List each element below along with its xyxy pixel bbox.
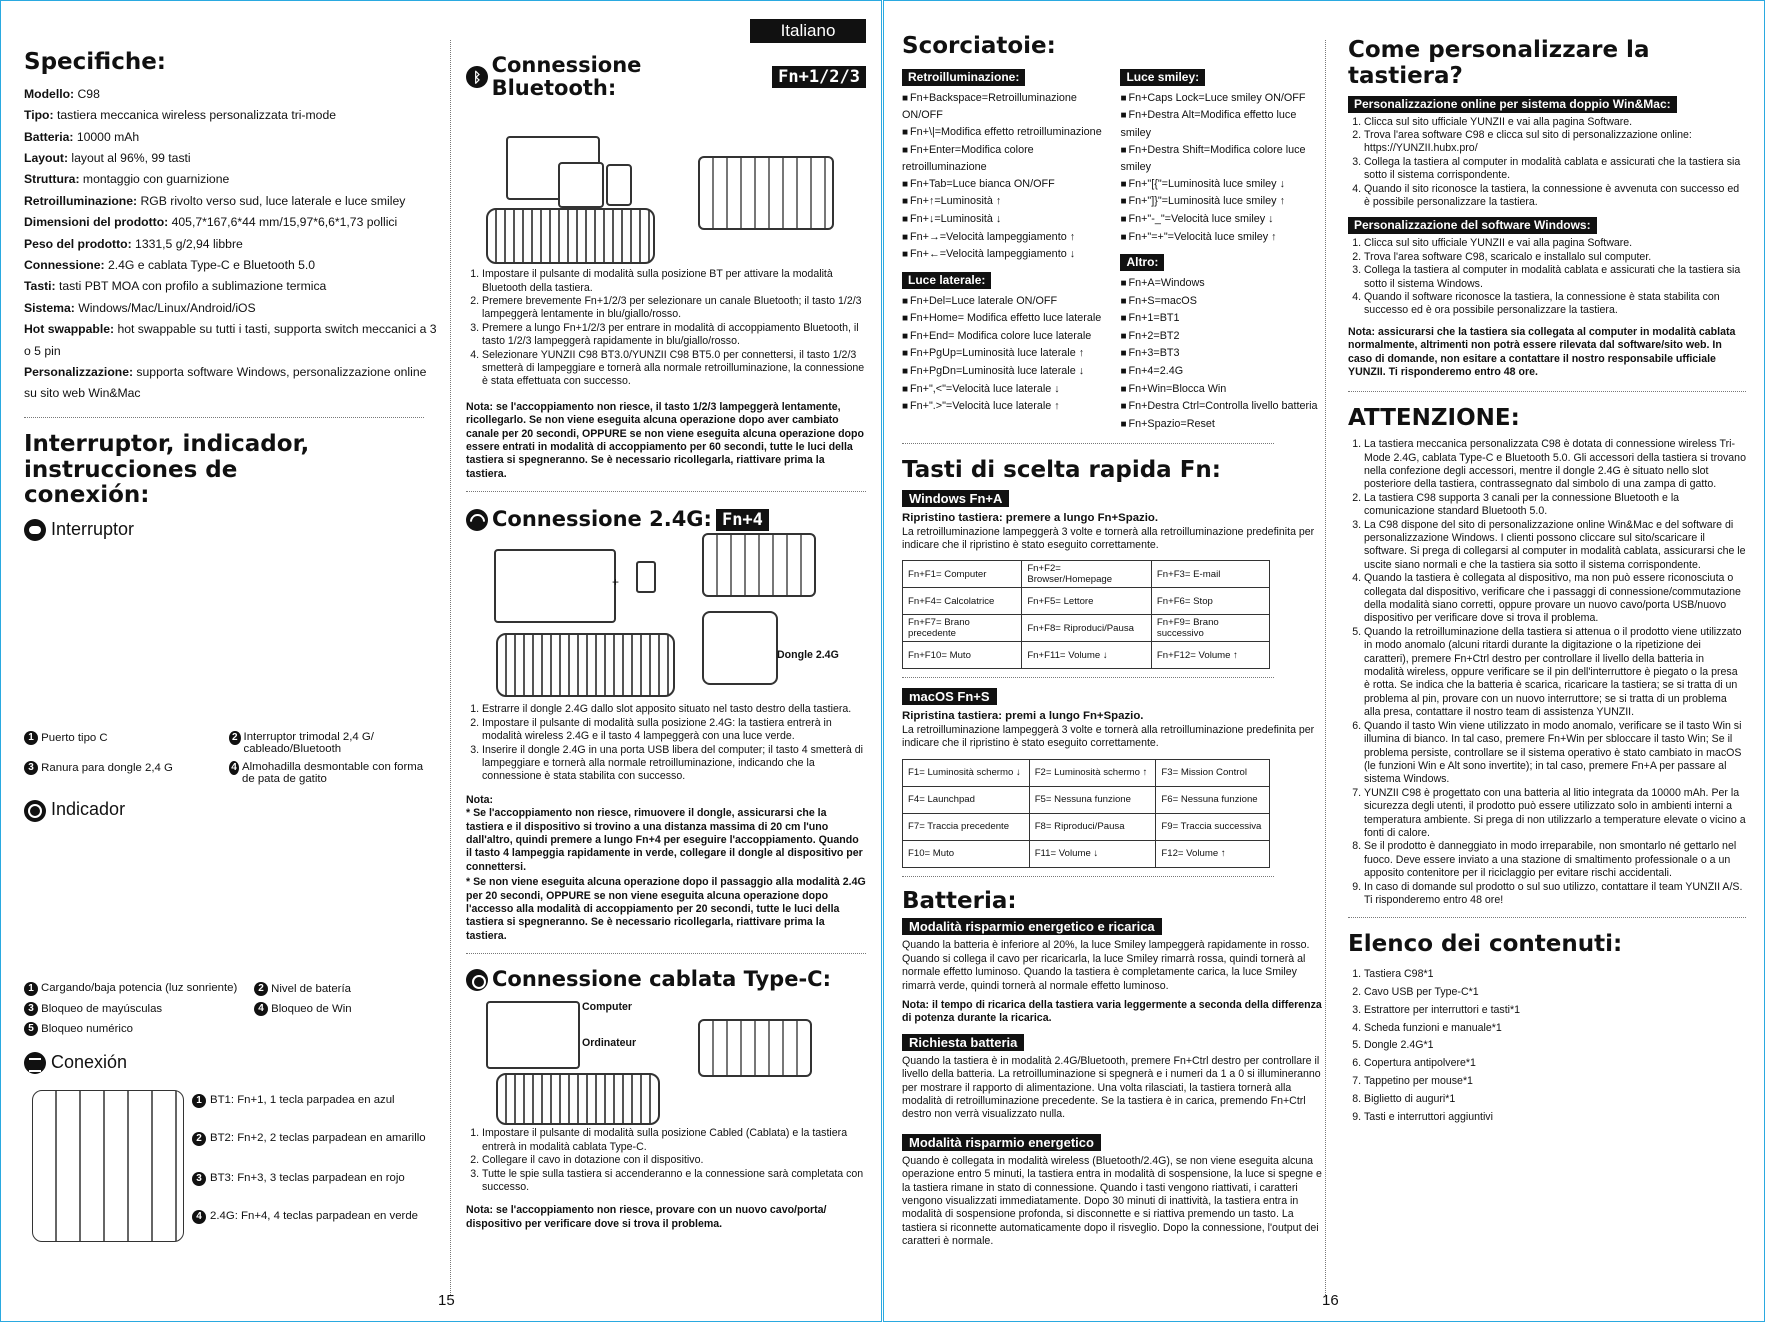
shortcut-item: ■ Fn+"]}"=Luminosità luce smiley ↑ xyxy=(1120,193,1322,211)
divider xyxy=(902,876,1274,877)
contents-item: 7. Tappetino per mouse*1 xyxy=(1364,1073,1746,1091)
attention-list xyxy=(1348,438,1746,907)
spec-row xyxy=(24,127,440,148)
attention-item: 7. YUNZII C98 è progettato con una batteria al litio integrata da 10000 mAh. Per la sicurezza degli utenti, il prodotto può essere utilizzato solo in ambienti interni a temperatura ambiente. Si prega di non utilizzarlo a temperature elevate o vicino a fonti di calore. xyxy=(1364,787,1746,841)
fn-cell: F10= Muto xyxy=(903,840,1030,867)
switch-section-title: Interruptor, indicador, instrucciones de conexión: xyxy=(24,430,310,509)
dongle-label: Dongle 2.4G xyxy=(777,649,839,662)
attention-item: 8. Se il prodotto è danneggiato in modo irreparabile, non smontarlo né gettarlo nel fuoco. Deve essere inviato a una stazione di smaltimento professionale o a un apposito contenitore per il riciclaggio per evitare rischi accidentali. xyxy=(1364,840,1746,880)
fn-row xyxy=(903,840,1270,867)
switch-item xyxy=(229,731,434,755)
page-number: 16 xyxy=(1322,1292,1339,1309)
divider xyxy=(466,953,866,954)
fn-cell: F3= Mission Control xyxy=(1156,759,1270,786)
column-divider xyxy=(450,40,451,1295)
g24-note-title: Nota: xyxy=(466,793,494,806)
specs-title: Specifiche: xyxy=(24,49,166,75)
shortcut-item: ■ Fn+↑=Luminosità ↑ xyxy=(902,193,1110,211)
bt-step: 3. Premere a lungo Fn+1/2/3 per entrare in modalità di accoppiamento Bluetooth, il tasto 1/2/3 lampeggerà rapidamente in blu/giallo/rosso. xyxy=(482,322,866,349)
power-saving-text: Quando è collegata in modalità wireless (Bluetooth/2.4G), se non viene eseguita alcuna operazione entro 5 minuti, la tastiera entra in modalità di sospensione, la luce si spegne e la tastiera rimane in stato di connessione. Quando i tasti vengono riattivati, i caratteri vengono visualizzati immediatamente. Dopo 30 minuti di inattività, la tastiera entra in modalità di sospensione profonda, si disconnette e si riattiva premendo un tasto. La tastiera si riconnette automaticamente dopo il risveglio. Dopo la connessione, l'output dei caratteri è normale. xyxy=(902,1154,1322,1248)
fn-row xyxy=(903,642,1270,669)
keyboard-corner-image xyxy=(32,1090,184,1242)
attention-title: ATTENZIONE: xyxy=(1348,405,1520,432)
shortcut-item: ■ Fn+↓=Luminosità ↓ xyxy=(902,211,1110,229)
divider xyxy=(24,417,424,418)
number-badge: 2 xyxy=(254,982,268,996)
spec-value: tastiera meccanica wireless personalizzata tri-mode xyxy=(53,108,337,123)
custom-step: 2. Trova l'area software C98 e clicca sul sito di personalizzazione online: https://YUNZII.hubx.pro/ xyxy=(1364,129,1746,156)
shortcut-item: ■ Fn+Enter=Modifica colore retroilluminazione xyxy=(902,142,1110,176)
indicator-item-label: Bloqueo de Win xyxy=(271,1002,352,1015)
typec-figure xyxy=(466,991,866,1121)
spec-row xyxy=(24,169,440,190)
spec-value: tasti PBT MOA con profilo a sublimazione termica xyxy=(55,279,327,294)
spec-key: Batteria: xyxy=(24,129,74,144)
fn-cell: Fn+F12= Volume ↑ xyxy=(1151,642,1269,669)
custom-step: 3. Collega la tastiera al computer in modalità cablata e assicurati che la tastiera sia sotto il sistema corrispondente. xyxy=(1364,156,1746,183)
shortcut-item: ■ Fn+Win=Blocca Win xyxy=(1120,381,1322,399)
connection-items xyxy=(192,1094,442,1224)
contents-item: 3. Estrattore per interruttori e tasti*1 xyxy=(1364,1002,1746,1020)
keyboard-image xyxy=(496,1073,660,1125)
lateral-list xyxy=(902,293,1110,416)
shortcut-item: ■ Fn+Home= Modifica effetto luce laterale xyxy=(902,310,1110,328)
indicator-items xyxy=(24,982,440,1036)
number-badge: 3 xyxy=(24,1002,38,1016)
switch-item xyxy=(24,731,229,755)
switch-closeup-image xyxy=(698,156,834,230)
shortcut-item: ■ Fn+→=Velocità lampeggiamento ↑ xyxy=(902,229,1110,247)
shortcuts-title: Scorciatoie: xyxy=(902,33,1056,59)
plus-glyph: + xyxy=(612,575,620,590)
spec-key: Struttura: xyxy=(24,172,80,187)
indicator-item xyxy=(254,982,444,996)
contents-item: 8. Biglietto di auguri*1 xyxy=(1364,1091,1746,1109)
battery-query-text: Quando la tastiera è in modalità 2.4G/Bluetooth, premere Fn+Ctrl destro per controllare il livello della batteria. La retroilluminazione si spegnerà e i numeri da 1 a 0 si illumineranno per mostrare il rapporto di alimentazione. Una volta rilasciati, la tastiera tornerà alla modalità di retroilluminazione precedente. Se la tastiera è in carica, premendo Fn+Ctrl destro non verrà visualizzato nulla. xyxy=(902,1054,1321,1121)
switch-item-label: Ranura para dongle 2,4 G xyxy=(41,762,173,775)
fn-cell: Fn+F1= Computer xyxy=(903,561,1022,588)
specs-column xyxy=(24,50,440,1252)
switch-item-label: Puerto tipo C xyxy=(41,732,108,745)
connection-item-label: 2.4G: Fn+4, 4 teclas parpadean en verde xyxy=(210,1209,419,1222)
number-badge: 4 xyxy=(229,761,239,775)
shortcut-item: ■ Fn+Destra Shift=Modifica colore luce smiley xyxy=(1120,142,1322,176)
spec-value: 1331,5 g/2,94 libbre xyxy=(131,236,243,251)
attention-item: 3. La C98 dispone del sito di personalizzazione online Win&Mac e del software di personalizzazione Windows. I clienti possono cliccare sul sito/scaricare il software. Si prega di collegarsi al computer in modalità cablata, assicurarsi che le uscite siano normali e che la tastiera sia sotto il sistema corrispondente. xyxy=(1364,519,1746,573)
spec-key: Sistema: xyxy=(24,300,75,315)
spec-key: Personalizzazione: xyxy=(24,365,134,380)
fn-cell: F8= Riproduci/Pausa xyxy=(1029,813,1156,840)
macos-fn-table xyxy=(902,759,1270,868)
shortcut-item: ■ Fn+4=2.4G xyxy=(1120,363,1322,381)
info-column xyxy=(1348,38,1746,1126)
spec-key: Retroilluminazione: xyxy=(24,193,138,208)
page-number: 15 xyxy=(438,1292,455,1309)
typec-title: Connessione cablata Type-C: xyxy=(492,967,831,992)
contents-title: Elenco dei contenuti: xyxy=(1348,931,1623,958)
shortcut-item: ■ Fn+PgDn=Luminosità luce laterale ↓ xyxy=(902,363,1110,381)
shortcut-item: ■ Fn+Destra Ctrl=Controlla livello batteria xyxy=(1120,398,1322,416)
fn-cell: Fn+F8= Riproduci/Pausa xyxy=(1022,615,1152,642)
number-badge: 4 xyxy=(192,1210,206,1224)
wireless-icon xyxy=(466,509,488,531)
fn-cell: F12= Volume ↑ xyxy=(1156,840,1270,867)
shortcut-item: ■ Fn+"=+"=Velocità luce smiley ↑ xyxy=(1120,229,1322,247)
spec-row xyxy=(24,212,440,233)
spec-value: montaggio con guarnizione xyxy=(79,172,230,187)
g24-note-1: * Se l'accoppiamento non riesce, rimuovere il dongle, assicurarsi che la tastiera e il dispositivo si trovino a una distanza massima di 20 cm l'uno dall'altro, quindi premere a lungo Fn+4 per eseguire l'accoppiamento. Quando il tasto 4 lampeggia rapidamente in verde, collegare il dongle al dispositivo per connettersi. xyxy=(466,807,863,873)
bt-title: Connessione Bluetooth: xyxy=(491,53,642,101)
bt-step: 4. Selezionare YUNZII C98 BT3.0/YUNZII C98 BT5.0 per connettersi, il tasto 1/2/3 smetterà di lampeggiare e tornerà alla normale retroilluminazione, la connessione è stata effettuata con successo. xyxy=(482,349,866,389)
typec-step: 1. Impostare il pulsante di modalità sulla posizione Cabled (Cablata) e la tastiera entrerà in modalità cablata Type-C. xyxy=(482,1127,866,1154)
altro-tag: Altro: xyxy=(1120,254,1164,271)
shortcut-item: ■ Fn+\|=Modifica effetto retroilluminazione xyxy=(902,124,1110,142)
battery-title: Batteria: xyxy=(902,887,1017,914)
fn-cell: Fn+F4= Calcolatrice xyxy=(903,588,1022,615)
shortcut-item: ■ Fn+3=BT3 xyxy=(1120,345,1322,363)
typec-steps xyxy=(466,1127,866,1194)
macos-tag: macOS Fn+S xyxy=(902,688,997,705)
bt-key: Fn+1/2/3 xyxy=(772,66,866,88)
indicator-item xyxy=(24,982,254,996)
number-badge: 3 xyxy=(192,1172,206,1186)
smiley-tag: Luce smiley: xyxy=(1120,69,1205,86)
windows-desc: La retroilluminazione lampeggerà 3 volte e tornerà alla retroilluminazione predefinita per indicare che il ripristino è stato eseguito correttamente. xyxy=(902,525,1315,551)
toggle-icon xyxy=(24,519,46,541)
bt-step: 1. Impostare il pulsante di modalità sulla posizione BT per attivare la modalità Bluetooth della tastiera. xyxy=(482,268,866,295)
interruptor-label: Interruptor xyxy=(51,519,135,540)
indicador-label: Indicador xyxy=(51,799,126,820)
fn-cell: Fn+F7= Brano precedente xyxy=(903,615,1022,642)
bt-heading xyxy=(466,54,866,100)
attention-item: 2. La tastiera C98 supporta 3 canali per la connessione Bluetooth e la comunicazione standard Bluetooth 5.0. xyxy=(1364,492,1746,519)
fn-row xyxy=(903,588,1270,615)
g24-heading xyxy=(466,508,866,531)
online-custom-tag: Personalizzazione online per sistema doppio Win&Mac: xyxy=(1348,96,1677,113)
interruptor-heading xyxy=(24,519,440,541)
language-badge: Italiano xyxy=(750,19,866,43)
fn-cell: Fn+F5= Lettore xyxy=(1022,588,1152,615)
typec-note: Nota: se l'accoppiamento non riesce, provare con un nuovo cavo/porta/ dispositivo per verificare dove si trova il problema. xyxy=(466,1204,827,1230)
tablet-image xyxy=(558,162,604,208)
retro-tag: Retroilluminazione: xyxy=(902,69,1025,86)
smiley-list xyxy=(1120,90,1322,246)
switch-closeup-image xyxy=(698,1019,812,1077)
laptop-image xyxy=(486,1001,580,1069)
computer-label: Computer xyxy=(582,1001,633,1014)
macos-desc: La retroilluminazione lampeggerà 3 volte e tornerà alla retroilluminazione predefinita per indicare che il ripristino è stato eseguito correttamente. xyxy=(902,723,1315,750)
connection-item xyxy=(192,1132,442,1172)
custom-step: 1. Clicca sul sito ufficiale YUNZII e vai alla pagina Software. xyxy=(1364,237,1746,250)
spec-row xyxy=(24,234,440,255)
shortcut-lists xyxy=(902,68,1322,434)
customize-note: Nota: assicurarsi che la tastiera sia collegata al computer in modalità cablata normalmente, altrimenti non potrà essere rilevata dal software/sito web. In caso di domande, non esitare a contattare il nostro responsabile ufficiale YUNZII. Ti risponderemo entro 48 ore. xyxy=(1348,325,1736,378)
spec-value: RGB rivolto verso sud, luce laterale e luce smiley xyxy=(137,193,406,208)
spec-row xyxy=(24,84,440,105)
spec-value: 10000 mAh xyxy=(73,129,140,144)
spec-key: Layout: xyxy=(24,150,69,165)
indicator-item-label: Bloqueo numérico xyxy=(41,1022,133,1035)
fnkeys-title: Tasti di scelta rapida Fn: xyxy=(902,457,1221,484)
switch-item-label: Almohadilla desmontable con forma de pata de gatito xyxy=(241,761,424,786)
bt-note: Nota: se l'accoppiamento non riesce, il tasto 1/2/3 lampeggerà lentamente, ricollegarlo. Se non viene eseguita alcuna operazione dopo aver cambiato canale per 20 secondi, OPPURE se non viene eseguita alcuna operazione dopo essere entrati in modalità di accoppiamento per 60 secondi, tutte le luci della tastiera si spegneranno. Se è necessario ricollegarla, riattivare prima la tastiera. xyxy=(466,400,864,480)
divider xyxy=(902,677,1274,678)
g24-step: 3. Inserire il dongle 2.4G in una porta USB libera del computer; il tasto 4 smetterà di lampeggiare e tornerà alla normale retroilluminazione, indicando che la connessione è stata stabilita con successo. xyxy=(482,744,866,784)
power-saving-tag: Modalità risparmio energetico xyxy=(902,1134,1101,1151)
keyboard-image xyxy=(496,633,675,697)
spec-key: Tasti: xyxy=(24,279,56,294)
spec-row xyxy=(24,319,440,362)
spec-value: hot swappable su tutti i tasti, supporta switch meccanici a 3 o 5 pin xyxy=(24,322,437,358)
shortcut-item: ■ Fn+"-_"=Velocità luce smiley ↓ xyxy=(1120,211,1322,229)
connection-item xyxy=(192,1210,442,1224)
fn-row xyxy=(903,615,1270,642)
fn-row xyxy=(903,786,1270,813)
altro-list xyxy=(1120,275,1322,433)
macos-reset: Ripristina tastiera: premi a lungo Fn+Spazio. xyxy=(902,710,1144,723)
custom-step: 3. Collega la tastiera al computer in modalità cablata e assicurati che la tastiera sia sotto il sistema Windows. xyxy=(1364,264,1746,291)
fn-cell: Fn+F6= Stop xyxy=(1151,588,1269,615)
divider xyxy=(1348,917,1746,918)
ordinateur-label: Ordinateur xyxy=(582,1037,637,1050)
indicator-icon xyxy=(24,800,46,822)
conexion-heading xyxy=(24,1052,440,1074)
spec-row xyxy=(24,298,440,319)
indicator-item xyxy=(254,1002,444,1016)
connection-item xyxy=(192,1172,442,1210)
g24-step: 1. Estrarre il dongle 2.4G dallo slot apposito situato nel tasto destro della tastiera. xyxy=(482,703,866,716)
battery-saving-text: Quando la batteria è inferiore al 20%, la luce Smiley lampeggerà rapidamente in rosso. Quando si collega il cavo per ricaricarla, la luce Smiley rimarrà rossa, quindi tornerà al normale effetto luminoso. Quando la tastiera è completamente carica, la luce Smiley rimarrà verde, quindi tornerà al normale effetto luminoso. xyxy=(902,939,1310,992)
g24-step: 2. Impostare il pulsante di modalità sulla posizione 2.4G: la tastiera entrerà in modalità wireless 2.4G e il tasto 4 lampeggerà con una luce verde. xyxy=(482,717,866,744)
contents-item: 6. Copertura antipolvere*1 xyxy=(1364,1055,1746,1073)
online-custom-steps xyxy=(1348,116,1746,210)
dongle-slot-image xyxy=(702,611,778,685)
switch-closeup-image xyxy=(702,533,816,597)
fn-cell: Fn+F10= Muto xyxy=(903,642,1022,669)
fn-cell: F4= Launchpad xyxy=(903,786,1030,813)
switch-item xyxy=(24,761,229,785)
spec-key: Connessione: xyxy=(24,258,105,272)
typec-step: 3. Tutte le spie sulla tastiera si accenderanno e la connessione sarà completata con successo. xyxy=(482,1168,866,1195)
switch-item-label: Interruptor trimodal 2,4 G/ cableado/Bluetooth xyxy=(243,731,374,756)
spec-key: Modello: xyxy=(24,86,75,101)
cable-icon xyxy=(466,969,488,991)
contents-list xyxy=(1348,966,1746,1126)
conexion-label: Conexión xyxy=(51,1051,128,1072)
spec-value: Windows/Mac/Linux/Android/iOS xyxy=(74,300,256,315)
phone-image xyxy=(606,164,632,206)
shortcut-item: ■ Fn+Caps Lock=Luce smiley ON/OFF xyxy=(1120,90,1322,108)
fn-cell: F2= Luminosità schermo ↑ xyxy=(1029,759,1156,786)
contents-item: 4. Scheda funzioni e manuale*1 xyxy=(1364,1020,1746,1038)
shortcut-col-left xyxy=(902,68,1110,434)
fn-row xyxy=(903,759,1270,786)
fn-cell: F6= Nessuna funzione xyxy=(1156,786,1270,813)
spec-row xyxy=(24,362,440,405)
shortcut-item: ■ Fn+"[{"=Luminosità luce smiley ↓ xyxy=(1120,176,1322,194)
fn-cell: Fn+F2= Browser/Homepage xyxy=(1022,561,1152,588)
spec-row xyxy=(24,276,440,297)
attention-item: 4. Quando la tastiera è collegata al dispositivo, ma non può essere riconosciuta o collegata dal dispositivo, verificare che i passaggi di connessione/commutazione della modalità siano corretti, oppure provare un nuovo cavo/porta USB/nuovo dispositivo per verificare dove si trova il problema. xyxy=(1364,572,1746,626)
specs-list xyxy=(24,84,440,405)
connection-figure xyxy=(24,1082,440,1252)
battery-saving-tag: Modalità risparmio energetico e ricarica xyxy=(902,918,1162,935)
contents-item: 2. Cavo USB per Type-C*1 xyxy=(1364,984,1746,1002)
connection-item xyxy=(192,1094,442,1132)
number-badge: 1 xyxy=(24,731,38,745)
windows-reset: Ripristino tastiera: premere a lungo Fn+Spazio. xyxy=(902,512,1159,525)
divider xyxy=(902,443,1274,444)
battery-note: Nota: il tempo di ricarica della tastiera varia leggermente a seconda della differenza di potenza durante la ricarica. xyxy=(902,999,1322,1025)
spec-value: supporta software Windows, personalizzazione online su sito web Win&Mac xyxy=(24,365,427,401)
attention-item: 1. La tastiera meccanica personalizzata C98 è dotata di connessione wireless Tri-Mode 2.4G, cablata Type-C e Bluetooth 5.0. Gli accessori della tastiera si trovano nella confezione degli accessori, mentre il dongle 2.4G è situato nello slot posteriore della tastiera, contrassegnato dal simbolo di una zampa di gatto. xyxy=(1364,438,1746,492)
shortcut-item: ■ Fn+".>"=Velocità luce laterale ↑ xyxy=(902,398,1110,416)
keyboard-image xyxy=(486,208,655,264)
fn-cell: Fn+F9= Brano successivo xyxy=(1151,615,1269,642)
spec-value: 405,7*167,6*44 mm/15,97*6,6*1,73 pollici xyxy=(168,215,398,230)
number-badge: 2 xyxy=(192,1132,206,1146)
indicador-heading xyxy=(24,799,440,821)
typec-heading xyxy=(466,968,866,991)
shortcut-item: ■ Fn+S=macOS xyxy=(1120,293,1322,311)
fn-cell: F9= Traccia successiva xyxy=(1156,813,1270,840)
number-badge: 1 xyxy=(24,982,38,996)
spec-row xyxy=(24,105,440,126)
typec-step: 2. Collegare il cavo in dotazione con il dispositivo. xyxy=(482,1154,866,1167)
indicator-item-label: Cargando/baja potencia (luz sonriente) xyxy=(41,981,238,994)
spec-key: Peso del prodotto: xyxy=(24,236,132,251)
bt-step: 2. Premere brevemente Fn+1/2/3 per selezionare un canale Bluetooth; il tasto 1/2/3 lampeggerà lentamente in blu/giallo/rosso. xyxy=(482,295,866,322)
custom-step: 4. Quando il sito riconosce la tastiera, la connessione è avvenuta con successo ed è possibile personalizzare la tastiera. xyxy=(1364,183,1746,210)
customize-title: Come personalizzare la tastiera? xyxy=(1348,37,1650,89)
contents-item: 1. Tastiera C98*1 xyxy=(1364,966,1746,984)
g24-note-2: * Se non viene eseguita alcuna operazione dopo il passaggio alla modalità 2.4G per 20 secondi, OPPURE se non viene eseguita alcuna operazione dopo l'accesso alla modalità di accoppiamento per 20 secondi, tutte le luci della tastiera si spegneranno. Se è necessario ricollegarla, riattivare prima la tastiera. xyxy=(466,876,866,942)
shortcut-col-right xyxy=(1120,68,1322,434)
switch-item xyxy=(229,761,434,785)
fn-row xyxy=(903,561,1270,588)
contents-item: 5. Dongle 2.4G*1 xyxy=(1364,1037,1746,1055)
indicator-figure xyxy=(24,822,440,982)
windows-tag: Windows Fn+A xyxy=(902,490,1009,507)
retro-list xyxy=(902,90,1110,264)
battery-query-tag: Richiesta batteria xyxy=(902,1034,1024,1051)
shortcut-item: ■ Fn+A=Windows xyxy=(1120,275,1322,293)
windows-fn-table xyxy=(902,560,1270,669)
number-badge: 3 xyxy=(24,761,38,775)
number-badge: 2 xyxy=(229,731,241,745)
attention-item: 5. Quando la retroilluminazione della tastiera si attenua o il prodotto viene utilizzato in modo anomalo (alcuni ritardi durante la digitazione o la ripetizione dei caratteri), premere Fn+Ctrl destro per controllare il livello della batteria in modalità wireless, oppure verificare se il pin dell'interruttore è piegato o la presa è rotta. Se indica che la batteria è scarica, ricaricare la tastiera; se si tratta di un problema al pin, provare con un nuovo interruttore; se si tratta di un problema alla presa, contattare il nostro team di assistenza YUNZII. xyxy=(1364,626,1746,720)
number-badge: 5 xyxy=(24,1022,38,1036)
bluetooth-icon: ᛒ xyxy=(466,66,488,88)
spec-row xyxy=(24,191,440,212)
shortcut-item: ■ Fn+2=BT2 xyxy=(1120,328,1322,346)
shortcut-item: ■ Fn+Backspace=Retroilluminazione ON/OFF xyxy=(902,90,1110,124)
fn-cell: Fn+F11= Volume ↓ xyxy=(1022,642,1152,669)
laptop-image xyxy=(494,549,616,623)
g24-key: Fn+4 xyxy=(716,509,769,531)
dongle-image xyxy=(636,561,656,593)
fn-cell: Fn+F3= E-mail xyxy=(1151,561,1269,588)
spec-value: layout al 96%, 99 tasti xyxy=(68,150,191,165)
attention-item: 9. In caso di domande sul prodotto o sul suo utilizzo, contattare il team YUNZII A/S. Ti risponderemo entro 48 ore! xyxy=(1364,881,1746,908)
shortcut-item: ■ Fn+←=Velocità lampeggiamento ↓ xyxy=(902,246,1110,264)
windows-custom-tag: Personalizzazione del software Windows: xyxy=(1348,217,1597,234)
number-badge: 4 xyxy=(254,1002,268,1016)
shortcut-item: ■ Fn+",<"=Velocità luce laterale ↓ xyxy=(902,381,1110,399)
shortcut-item: ■ Fn+1=BT1 xyxy=(1120,310,1322,328)
connection-icon xyxy=(24,1052,46,1074)
indicator-item-label: Bloqueo de mayúsculas xyxy=(41,1002,163,1015)
number-badge: 1 xyxy=(192,1094,206,1108)
shortcut-item: ■ Fn+Tab=Luce bianca ON/OFF xyxy=(902,176,1110,194)
connection-item-label: BT1: Fn+1, 1 tecla parpadea en azul xyxy=(210,1093,395,1106)
fn-cell: F5= Nessuna funzione xyxy=(1029,786,1156,813)
divider xyxy=(1348,391,1746,392)
shortcut-item: ■ Fn+Destra Alt=Modifica effetto luce smiley xyxy=(1120,107,1322,141)
fn-row xyxy=(903,813,1270,840)
spec-value: C98 xyxy=(74,86,100,101)
spec-key: Tipo: xyxy=(24,108,54,123)
spec-value: 2.4G e cablata Type-C e Bluetooth 5.0 xyxy=(104,258,316,272)
g24-figure xyxy=(466,531,866,695)
shortcuts-column xyxy=(902,34,1322,1249)
switch-items xyxy=(24,731,440,785)
fn-cell: F1= Luminosità schermo ↓ xyxy=(903,759,1030,786)
custom-step: 4. Quando il software riconosce la tastiera, la connessione è stata stabilita con successo ed è ora possibile personalizzare la tastiera. xyxy=(1364,291,1746,318)
contents-item: 9. Tasti e interruttori aggiuntivi xyxy=(1364,1109,1746,1127)
g24-steps xyxy=(466,703,866,783)
indicator-item-label: Nivel de batería xyxy=(271,982,351,995)
spec-row xyxy=(24,148,440,169)
custom-step: 1. Clicca sul sito ufficiale YUNZII e vai alla pagina Software. xyxy=(1364,116,1746,129)
connection-column xyxy=(466,54,866,1231)
shortcut-item: ■ Fn+End= Modifica colore luce laterale xyxy=(902,328,1110,346)
spec-key: Hot swappable: xyxy=(24,322,115,337)
indicator-item xyxy=(24,1002,254,1016)
fn-cell: F11= Volume ↓ xyxy=(1029,840,1156,867)
attention-item: 6. Quando il tasto Win viene utilizzato in modo anomalo, verificare se il tasto Win si illumina di bianco. In tal caso, premere Fn+Win per sbloccare il tasto Win; Se il problema persiste, controllare se il sistema operativo è stato cambiato in macOS (le funzioni Win e Alt sono invertite); in tal caso, premere Fn+A per passare al sistema Windows. xyxy=(1364,720,1746,787)
connection-item-label: BT2: Fn+2, 2 teclas parpadean en amarillo xyxy=(210,1131,426,1144)
bt-figure xyxy=(466,100,866,260)
shortcut-item: ■ Fn+PgUp=Luminosità luce laterale ↑ xyxy=(902,345,1110,363)
spec-key: Dimensioni del prodotto: xyxy=(24,215,169,230)
indicator-item xyxy=(24,1022,254,1036)
spec-row xyxy=(24,255,440,276)
lateral-tag: Luce laterale: xyxy=(902,272,991,289)
fn-cell: F7= Traccia precedente xyxy=(903,813,1030,840)
interruptor-figure xyxy=(24,541,440,731)
custom-step: 2. Trova l'area software C98, scaricalo e installalo sul computer. xyxy=(1364,251,1746,264)
divider xyxy=(466,491,866,492)
shortcut-item: ■ Fn+Del=Luce laterale ON/OFF xyxy=(902,293,1110,311)
column-divider xyxy=(1325,40,1326,1295)
g24-title: Connessione 2.4G: xyxy=(492,507,712,532)
windows-custom-steps xyxy=(1348,237,1746,317)
bt-steps xyxy=(466,268,866,389)
connection-item-label: BT3: Fn+3, 3 teclas parpadean en rojo xyxy=(210,1171,405,1184)
shortcut-item: ■ Fn+Spazio=Reset xyxy=(1120,416,1322,434)
